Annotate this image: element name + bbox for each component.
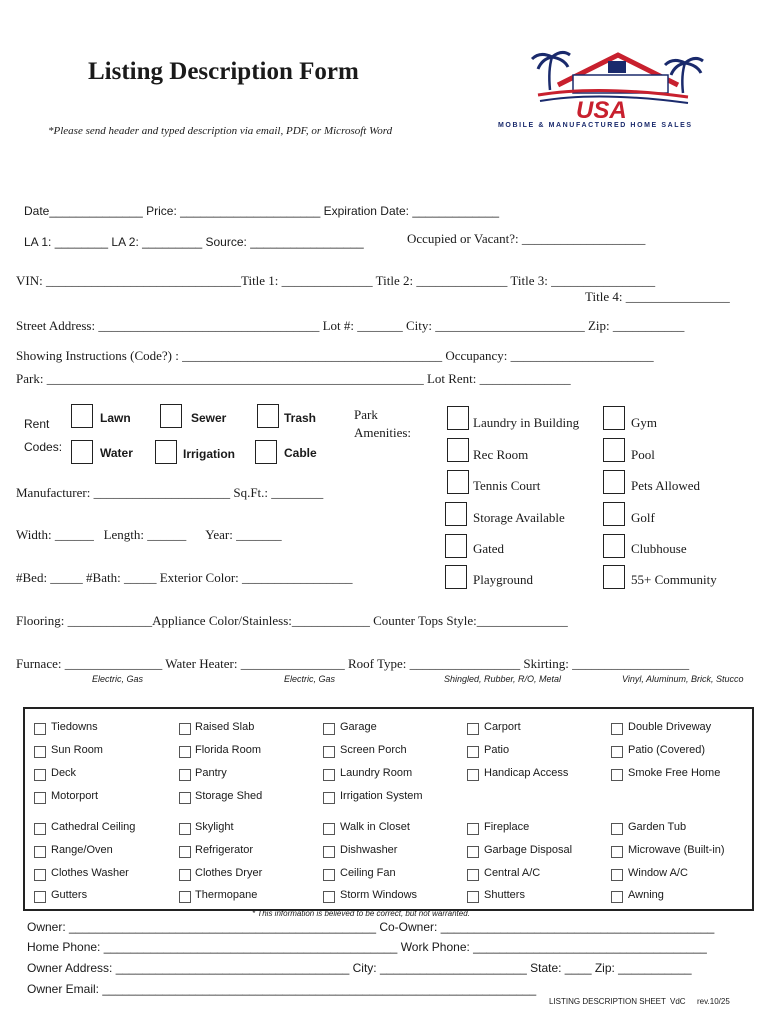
laundry-room-checkbox[interactable]	[323, 769, 335, 781]
raised-slab-label: Raised Slab	[195, 721, 255, 733]
refrigerator-checkbox[interactable]	[179, 846, 191, 858]
clothes-dryer-checkbox[interactable]	[179, 869, 191, 881]
street-address-line: Street Address: __________________________________ Lot #: _______ City: _______________________ Zip: ___________	[16, 318, 685, 333]
dishwasher-checkbox[interactable]	[323, 846, 335, 858]
gym-label: Gym	[631, 415, 657, 430]
ceiling-fan-checkbox[interactable]	[323, 869, 335, 881]
manufacturer-line: Manufacturer: _____________________ Sq.Ft.: ________	[16, 485, 324, 500]
awning-label: Awning	[628, 889, 664, 901]
microwave-label: Microwave (Built-in)	[628, 844, 725, 856]
shutters-checkbox[interactable]	[467, 891, 479, 903]
footer-revision: rev.10/25	[697, 997, 730, 1006]
handicap-access-checkbox[interactable]	[467, 769, 479, 781]
pets-allowed-label: Pets Allowed	[631, 478, 700, 493]
garbage-disposal-checkbox[interactable]	[467, 846, 479, 858]
gated-checkbox[interactable]	[445, 534, 467, 558]
storage-available-checkbox[interactable]	[445, 502, 467, 526]
carport-label: Carport	[484, 721, 521, 733]
patio-checkbox[interactable]	[467, 746, 479, 758]
thermopane-checkbox[interactable]	[179, 891, 191, 903]
cable-label: Cable	[284, 446, 317, 460]
page-title: Listing Description Form	[88, 58, 359, 85]
phone-line: Home Phone: ____________________________________________ Work Phone: ___________________________________	[27, 940, 707, 954]
sewer-checkbox[interactable]	[160, 404, 182, 428]
occupied-line: Occupied or Vacant?: ___________________	[407, 231, 646, 246]
storage-available-label: Storage Available	[473, 510, 565, 525]
footer-code: VdC	[670, 997, 686, 1006]
gutters-checkbox[interactable]	[34, 891, 46, 903]
fireplace-checkbox[interactable]	[467, 823, 479, 835]
deck-label: Deck	[51, 767, 77, 779]
cable-checkbox[interactable]	[255, 440, 277, 464]
golf-checkbox[interactable]	[603, 502, 625, 526]
irrigation-label: Irrigation	[183, 447, 236, 461]
pool-label: Pool	[631, 447, 655, 462]
skylight-checkbox[interactable]	[179, 823, 191, 835]
garden-tub-label: Garden Tub	[628, 821, 687, 833]
walk-in-closet-checkbox[interactable]	[323, 823, 335, 835]
patio-label: Patio	[484, 744, 510, 756]
owner-email-line: Owner Email: _________________________________________________________________	[27, 982, 537, 996]
clothes-dryer-label: Clothes Dryer	[195, 867, 263, 879]
irrigation-system-checkbox[interactable]	[323, 792, 335, 804]
pantry-label: Pantry	[195, 767, 227, 779]
playground-checkbox[interactable]	[445, 565, 467, 589]
fireplace-label: Fireplace	[484, 821, 530, 833]
storm-windows-label: Storm Windows	[340, 889, 418, 901]
central-ac-checkbox[interactable]	[467, 869, 479, 881]
cathedral-ceiling-label: Cathedral Ceiling	[51, 821, 136, 833]
pantry-checkbox[interactable]	[179, 769, 191, 781]
55-plus-community-label: 55+ Community	[631, 572, 717, 587]
garbage-disposal-label: Garbage Disposal	[484, 844, 573, 856]
screen-porch-checkbox[interactable]	[323, 746, 335, 758]
trash-checkbox[interactable]	[257, 404, 279, 428]
window-ac-label: Window A/C	[628, 867, 688, 879]
tiedowns-checkbox[interactable]	[34, 723, 46, 735]
garage-label: Garage	[340, 721, 377, 733]
gym-checkbox[interactable]	[603, 406, 625, 430]
clubhouse-label: Clubhouse	[631, 541, 687, 556]
trash-label: Trash	[284, 411, 317, 425]
park-amenities-label-2: Amenities:	[354, 425, 412, 440]
sun-room-checkbox[interactable]	[34, 746, 46, 758]
lawn-label: Lawn	[100, 411, 131, 425]
storm-windows-checkbox[interactable]	[323, 891, 335, 903]
florida-room-checkbox[interactable]	[179, 746, 191, 758]
carport-checkbox[interactable]	[467, 723, 479, 735]
water-checkbox[interactable]	[71, 440, 93, 464]
owner-address-line: Owner Address: ___________________________________ City: ______________________ State: ____ Zip: ___________	[27, 961, 692, 975]
rent-label: Rent	[24, 417, 50, 431]
range-oven-checkbox[interactable]	[34, 846, 46, 858]
cathedral-ceiling-checkbox[interactable]	[34, 823, 46, 835]
smoke-free-home-label: Smoke Free Home	[628, 767, 721, 779]
patio-covered-checkbox[interactable]	[611, 746, 623, 758]
window-ac-checkbox[interactable]	[611, 869, 623, 881]
range-oven-label: Range/Oven	[51, 844, 113, 856]
central-ac-label: Central A/C	[484, 867, 541, 879]
sun-room-label: Sun Room	[51, 744, 103, 756]
garage-checkbox[interactable]	[323, 723, 335, 735]
footer-sheet-name: LISTING DESCRIPTION SHEET	[549, 997, 666, 1006]
water-heater-hint: Electric, Gas	[284, 674, 336, 684]
storage-shed-checkbox[interactable]	[179, 792, 191, 804]
clothes-washer-label: Clothes Washer	[51, 867, 129, 879]
clothes-washer-checkbox[interactable]	[34, 869, 46, 881]
roof-hint: Shingled, Rubber, R/O, Metal	[444, 674, 562, 684]
lawn-checkbox[interactable]	[71, 404, 93, 428]
screen-porch-label: Screen Porch	[340, 744, 407, 756]
page-subtitle: *Please send header and typed description via email, PDF, or Microsoft Word	[48, 125, 393, 137]
skylight-label: Skylight	[195, 821, 234, 833]
laundry-in-building-label: Laundry in Building	[473, 415, 580, 430]
tennis-court-label: Tennis Court	[473, 478, 541, 493]
florida-room-label: Florida Room	[195, 744, 262, 756]
laundry-in-building-checkbox[interactable]	[447, 406, 469, 430]
water-label: Water	[100, 446, 133, 460]
refrigerator-label: Refrigerator	[195, 844, 254, 856]
motorport-checkbox[interactable]	[34, 792, 46, 804]
furnace-hint: Electric, Gas	[92, 674, 144, 684]
title4-line: Title 4: ________________	[585, 289, 730, 304]
gutters-label: Gutters	[51, 889, 88, 901]
furnace-line: Furnace: _______________ Water Heater: ________________ Roof Type: _________________ Skirting: __________________	[16, 656, 690, 671]
logo-text: USA	[576, 97, 627, 124]
sewer-label: Sewer	[191, 411, 227, 425]
microwave-checkbox[interactable]	[611, 846, 623, 858]
date-price-line: Date______________ Price: _____________________ Expiration Date: _____________	[24, 204, 500, 218]
storage-shed-label: Storage Shed	[195, 790, 263, 802]
irrigation-system-label: Irrigation System	[340, 790, 423, 802]
flooring-line: Flooring: _____________Appliance Color/Stainless:____________ Counter Tops Style:______________	[16, 613, 568, 628]
bed-bath-line: #Bed: _____ #Bath: _____ Exterior Color: _________________	[16, 570, 353, 585]
motorport-label: Motorport	[51, 790, 99, 802]
logo-tagline: MOBILE & MANUFACTURED HOME SALES	[498, 122, 693, 129]
walk-in-closet-label: Walk in Closet	[340, 821, 410, 833]
rec-room-label: Rec Room	[473, 447, 529, 462]
gated-label: Gated	[473, 541, 505, 556]
clubhouse-checkbox[interactable]	[603, 534, 625, 558]
pool-checkbox[interactable]	[603, 438, 625, 462]
55-plus-community-checkbox[interactable]	[603, 565, 625, 589]
features-checklist	[23, 707, 754, 911]
raised-slab-checkbox[interactable]	[179, 723, 191, 735]
handicap-access-label: Handicap Access	[484, 767, 569, 779]
codes-label: Codes:	[24, 440, 63, 454]
vin-line: VIN: ______________________________Title 1: ______________ Title 2: ______________ Title 3: ________________	[16, 273, 656, 288]
smoke-free-home-checkbox[interactable]	[611, 769, 623, 781]
dishwasher-label: Dishwasher	[340, 844, 398, 856]
shutters-label: Shutters	[484, 889, 525, 901]
tiedowns-label: Tiedowns	[51, 721, 98, 733]
company-logo	[498, 45, 738, 135]
garden-tub-checkbox[interactable]	[611, 823, 623, 835]
park-amenities-label-1: Park	[354, 407, 378, 422]
park-line: Park: __________________________________________________________ Lot Rent: ______________	[16, 371, 571, 386]
double-driveway-checkbox[interactable]	[611, 723, 623, 735]
double-driveway-label: Double Driveway	[628, 721, 712, 733]
disclaimer: * This information is believed to be correct, but not warranted.	[252, 909, 470, 918]
irrigation-checkbox[interactable]	[155, 440, 177, 464]
golf-label: Golf	[631, 510, 655, 525]
awning-checkbox[interactable]	[611, 891, 623, 903]
tennis-court-checkbox[interactable]	[447, 470, 469, 494]
showing-line: Showing Instructions (Code?) : ________________________________________ Occupancy: ______________________	[16, 348, 654, 363]
deck-checkbox[interactable]	[34, 769, 46, 781]
thermopane-label: Thermopane	[195, 889, 258, 901]
skirting-hint: Vinyl, Aluminum, Brick, Stucco	[622, 674, 744, 684]
playground-label: Playground	[473, 572, 533, 587]
owner-line: Owner: ______________________________________________ Co-Owner: _________________________________________	[27, 920, 715, 934]
pets-allowed-checkbox[interactable]	[603, 470, 625, 494]
dimensions-line: Width: ______ Length: ______ Year: _______	[16, 527, 282, 542]
rec-room-checkbox[interactable]	[447, 438, 469, 462]
patio-covered-label: Patio (Covered)	[628, 744, 706, 756]
ceiling-fan-label: Ceiling Fan	[340, 867, 396, 879]
la-source-line: LA 1: ________ LA 2: _________ Source: _________________	[24, 235, 364, 249]
laundry-room-label: Laundry Room	[340, 767, 413, 779]
